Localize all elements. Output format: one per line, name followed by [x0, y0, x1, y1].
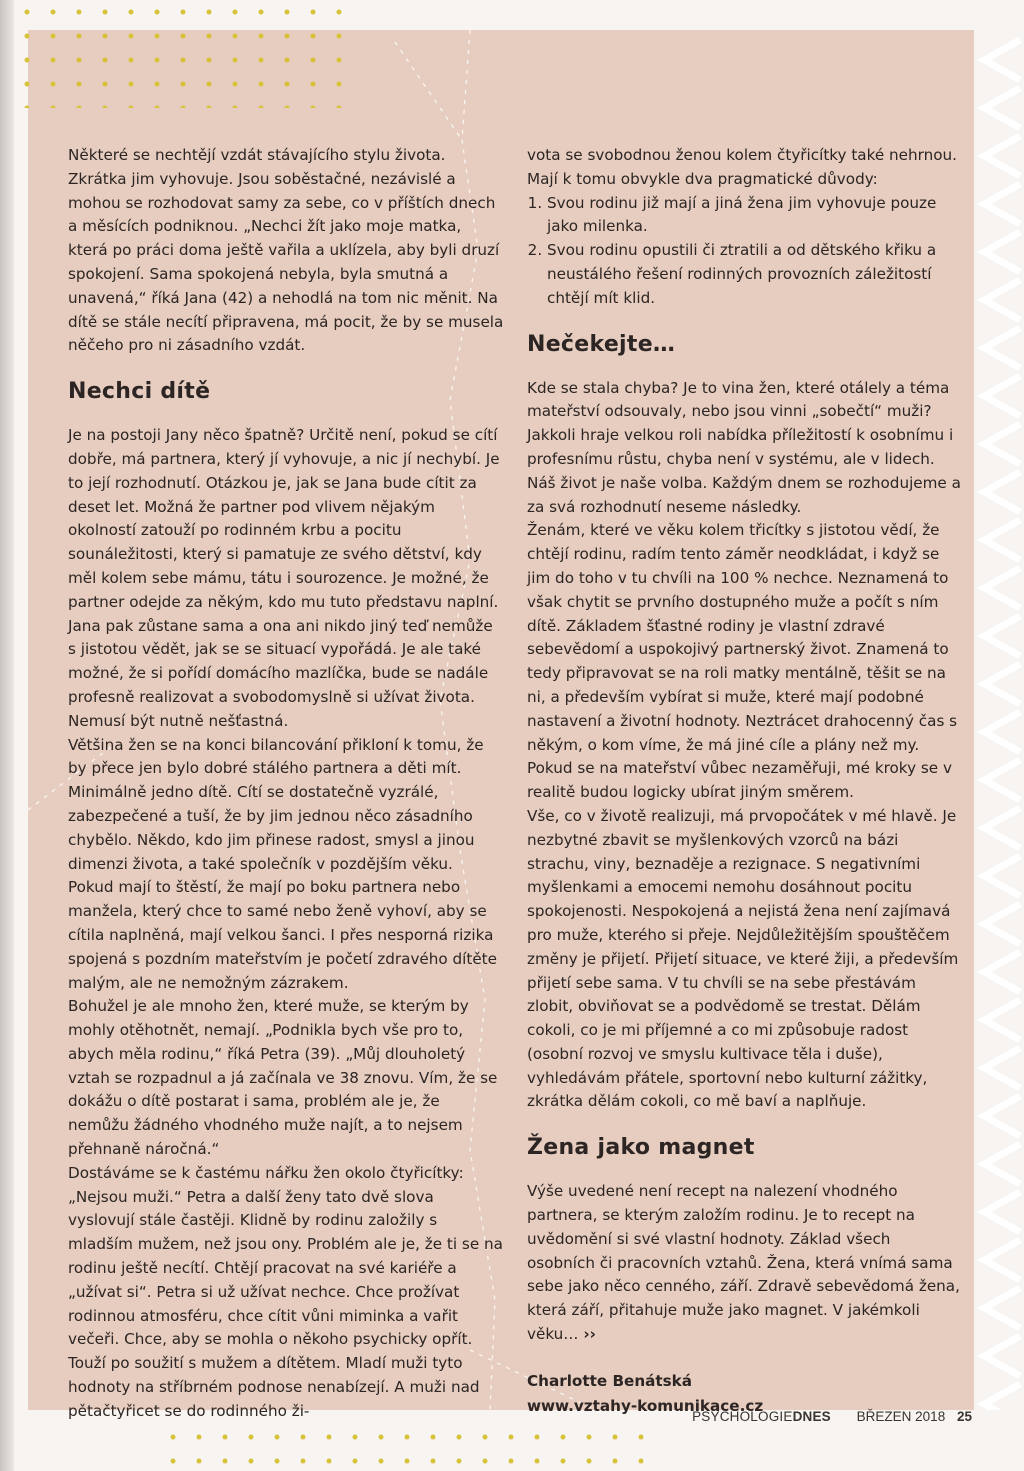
- chevron-shape: [984, 424, 1020, 464]
- chevron-shape: [984, 1384, 1020, 1410]
- chevron-shape: [984, 184, 1020, 224]
- chevron-shape: [984, 136, 1020, 176]
- chevron-shape: [984, 712, 1020, 752]
- paragraph: Dostáváme se k častému nářku žen okolo čtyřicítky: „Nejsou muži.“ Petra a další ženy tato dvě slova vyslovují stále častěji. Klidně by rodinu založily s mladším mužem, než jsou ony. Problém ale je, že ti se na rodinu ještě necítí. Chtějí pracovat na své kariéře a „užívat si“. Petra si už užívat nechce. Chce prožívat rodinnou atmosféru, chce cítit vůni miminka a vařit večeři. Chce, aby se mohla o někoho psychicky opřít. Touží po soužití s mužem a dítětem. Mladí muži tyto hodnoty na stříbrném podnose nenabízejí. A muži nad pětačtyřicet se do rodinného ži-: [68, 1163, 503, 1420]
- paragraph: Pokud mají to štěstí, že mají po boku partnera nebo manžela, který chce to samé nebo ženě vyhoví, aby se cítila naplněná, mají velkou šanci. I přes nesporná rizika spojená s pozdním mateřstvím je početí zdravého dítěte malým, ale ne nemožným zázrakem.: [68, 878, 497, 992]
- chevron-shape: [984, 280, 1020, 320]
- page-number: 25: [956, 1409, 972, 1424]
- decorative-dots-bottom: [160, 1425, 660, 1471]
- reasons-list: [527, 192, 963, 311]
- section-heading-necekejte: Nečekejte…: [527, 331, 676, 357]
- chevron-shape: [984, 1336, 1020, 1376]
- end-of-article-mark: ››: [583, 1325, 596, 1344]
- chevron-shape: [984, 664, 1020, 704]
- chevron-shape: [984, 376, 1020, 416]
- chevron-shape: [984, 904, 1020, 944]
- chevron-shape: [984, 1096, 1020, 1136]
- paragraph: Většina žen se na konci bilancování přikloní k tomu, že by přece jen bylo dobré stálého partnera a děti mít. Minimálně jedno dítě. Cítí se dostatečně vyzrálé, zabezpečené a tuší, že by jim jednou něco zásadního chybělo. Někdo, kdo jim přinese radost, smysl a jinou dimenzi života, a také společník v pozdějším věku.: [68, 735, 484, 873]
- author-website-link[interactable]: www.vztahy-komunikace.cz: [527, 1396, 764, 1415]
- paragraph-text: Výše uvedené není recept na nalezení vhodného partnera, se kterým založím rodinu. Je to recept na uvědomění si své vlastní hodnoty. Základ všech osobních či pracovních vztahů. Žena, která vnímá sama sebe jako něco cenného, září. Zdravě sebevědomá žena, která září, přitahuje muže jako magnet. V jakémkoli věku…: [527, 1182, 960, 1344]
- paragraph: [527, 1180, 963, 1347]
- chevron-shape: [984, 952, 1020, 992]
- brand-light: PSYCHOLOGIE: [692, 1409, 793, 1424]
- chevron-shape: [984, 1000, 1020, 1040]
- chevron-shape: [984, 472, 1020, 512]
- chevron-shape: [984, 1288, 1020, 1328]
- section-heading-zena-jako-magnet: Žena jako magnet: [527, 1135, 755, 1161]
- author-name: Charlotte Benátská: [527, 1371, 693, 1390]
- paragraph: Kde se stala chyba? Je to vina žen, které otálely a téma mateřství odsouvaly, nebo jsou vinni „sobečtí“ muži? Jakkoli hraje velkou roli nabídka příležitostí k osobnímu i profesnímu růstu, chyba není v systému, ale v lidech. Náš život je naše volba. Každým dnem se rozhodujeme a za svá rozhodnutí neseme následky.: [527, 378, 961, 516]
- list-item: 1. Svou rodinu již mají a jiná žena jim vyhovuje pouze jako milenka.: [547, 192, 963, 240]
- chevron-shape: [984, 616, 1020, 656]
- chevron-shape: [984, 856, 1020, 896]
- chevron-shape: [984, 232, 1020, 272]
- chevron-shape: [984, 520, 1020, 560]
- right-column: [527, 144, 963, 1419]
- magazine-brand: [692, 1409, 831, 1424]
- section-heading-nechci-dite: Nechci dítě: [68, 379, 211, 405]
- paragraph: Vše, co v životě realizuji, má prvopočátek v mé hlavě. Je nezbytné zbavit se myšlenkových vzorců na bázi strachu, viny, beznaděje a rezignace. S negativními myšlenkami a emocemi nemohu dosáhnout pocitu spokojenosti. Nespokojená a nejistá žena není zajímavá pro muže, kterého si přeje. Nejdůležitějším spouštěčem změny je přijetí. Přijetí situace, ve které žiji, a především přijetí sebe sama. V tu chvíli se na sebe přestávám zlobit, obviňovat se a podvědomě se trestat. Dělám cokoli, co je mi příjemné a co mi způsobuje radost (osobní rozvoj ve smyslu kultivace těla i duše), vyhledávám přátele, sportovní nebo kulturní zážitky, zkrátka dělám cokoli, co mě baví a naplňuje.: [527, 806, 959, 1111]
- page-binding-edge: [0, 0, 14, 1471]
- chevron-shape: [984, 760, 1020, 800]
- brand-bold: DNES: [792, 1409, 831, 1424]
- chevron-shape: [984, 568, 1020, 608]
- chevron-shape: [984, 808, 1020, 848]
- page-footer: [692, 1409, 972, 1424]
- list-item: 2. Svou rodinu opustili či ztratili a od dětského křiku a neustálého řešení rodinných provozních záležitostí chtějí mít klid.: [547, 239, 963, 310]
- issue-date: BŘEZEN 2018: [856, 1409, 946, 1424]
- chevron-shape: [984, 40, 1020, 80]
- paragraph: Některé se nechtějí vzdát stávajícího stylu života. Zkrátka jim vyhovuje. Jsou soběstačné, nezávislé a mohou se rozhodovat samy za sebe, co v příštích dnech a měsících podniknou. „Nechci žít jako moje matka, která po práci doma ještě vařila a uklízela, aby byli druzí spokojení. Sama spokojená nebyla, byla smutná a unavená,“ říká Jana (42) a nehodlá na tom nic měnit. Na dítě se stále necítí připravena, má pocit, že by se musela něčeho pro ni zásadního vzdát.: [68, 146, 504, 355]
- chevron-shape: [984, 1240, 1020, 1280]
- paragraph: Bohužel je ale mnoho žen, které muže, se kterým by mohly otěhotnět, nemají. „Podnikla bych vše pro to, abych měla rodinu,“ říká Petra (39). „Můj dlouholetý vztah se rozpadnul a já začínala ve 38 znovu. Vím, že se dokážu o dítě postarat i sama, problém ale je, že nemůžu žádného vhodného muže najít, a to nejsem přehnaně náročná.“: [68, 997, 498, 1159]
- paragraph: vota se svobodnou ženou kolem čtyřicítky také nehrnou. Mají k tomu obvykle dva pragmatické důvody:: [527, 146, 957, 188]
- chevron-shape: [984, 1144, 1020, 1184]
- chevron-shape: [984, 1048, 1020, 1088]
- chevron-shape: [984, 1192, 1020, 1232]
- left-column: [68, 144, 504, 1424]
- paragraph: Ženám, které ve věku kolem třicítky s jistotou vědí, že chtějí rodinu, radím tento záměr neodkládat, i když se jim do toho v tu chvíli na 100 % nechce. Neznamená to však chytit se prvního dostupného muže a počít s ním dítě. Základem šťastné rodiny je vlastní zdravé sebevědomí a uspokojivý partnerský život. Znamená to tedy připravovat se na roli matky mentálně, těšit se na ni, a především vybírat si muže, které mají podobné nastavení a životní hodnoty. Neztrácet drahocenný čas s někým, o kom víme, že má jiné cíle a plány než my. Pokud se na mateřství vůbec nezaměřuji, mé kroky se v realitě budou logicky ubírat jiným směrem.: [527, 521, 958, 802]
- paragraph: Je na postoji Jany něco špatně? Určitě není, pokud se cítí dobře, má partnera, který jí vyhovuje, a nic jí nechybí. Je to její rozhodnutí. Otázkou je, jak se Jana bude cítit za deset let. Možná že partner pod vlivem nějakým okolností zatouží po rodinném krbu a pocitu sounáležitosti, který si pamatuje ze svého dětství, kdy měl kolem sebe mámu, tátu i sourozence. Je možné, že partner odejde za někým, kdo mu tuto představu naplní. Jana pak zůstane sama a ona ani nikdo jiný teď nemůže s jistotou vědět, jak se se situací vypořádá. Je ale také možné, že si pořídí domácího mazlíčka, bude se nadále profesně realizovat a svobodomyslně si užívat života. Nemusí být nutně nešťastná.: [68, 426, 500, 730]
- decorative-chevron-pattern: [974, 30, 1024, 1410]
- chevron-shape: [984, 328, 1020, 368]
- chevron-shape: [984, 88, 1020, 128]
